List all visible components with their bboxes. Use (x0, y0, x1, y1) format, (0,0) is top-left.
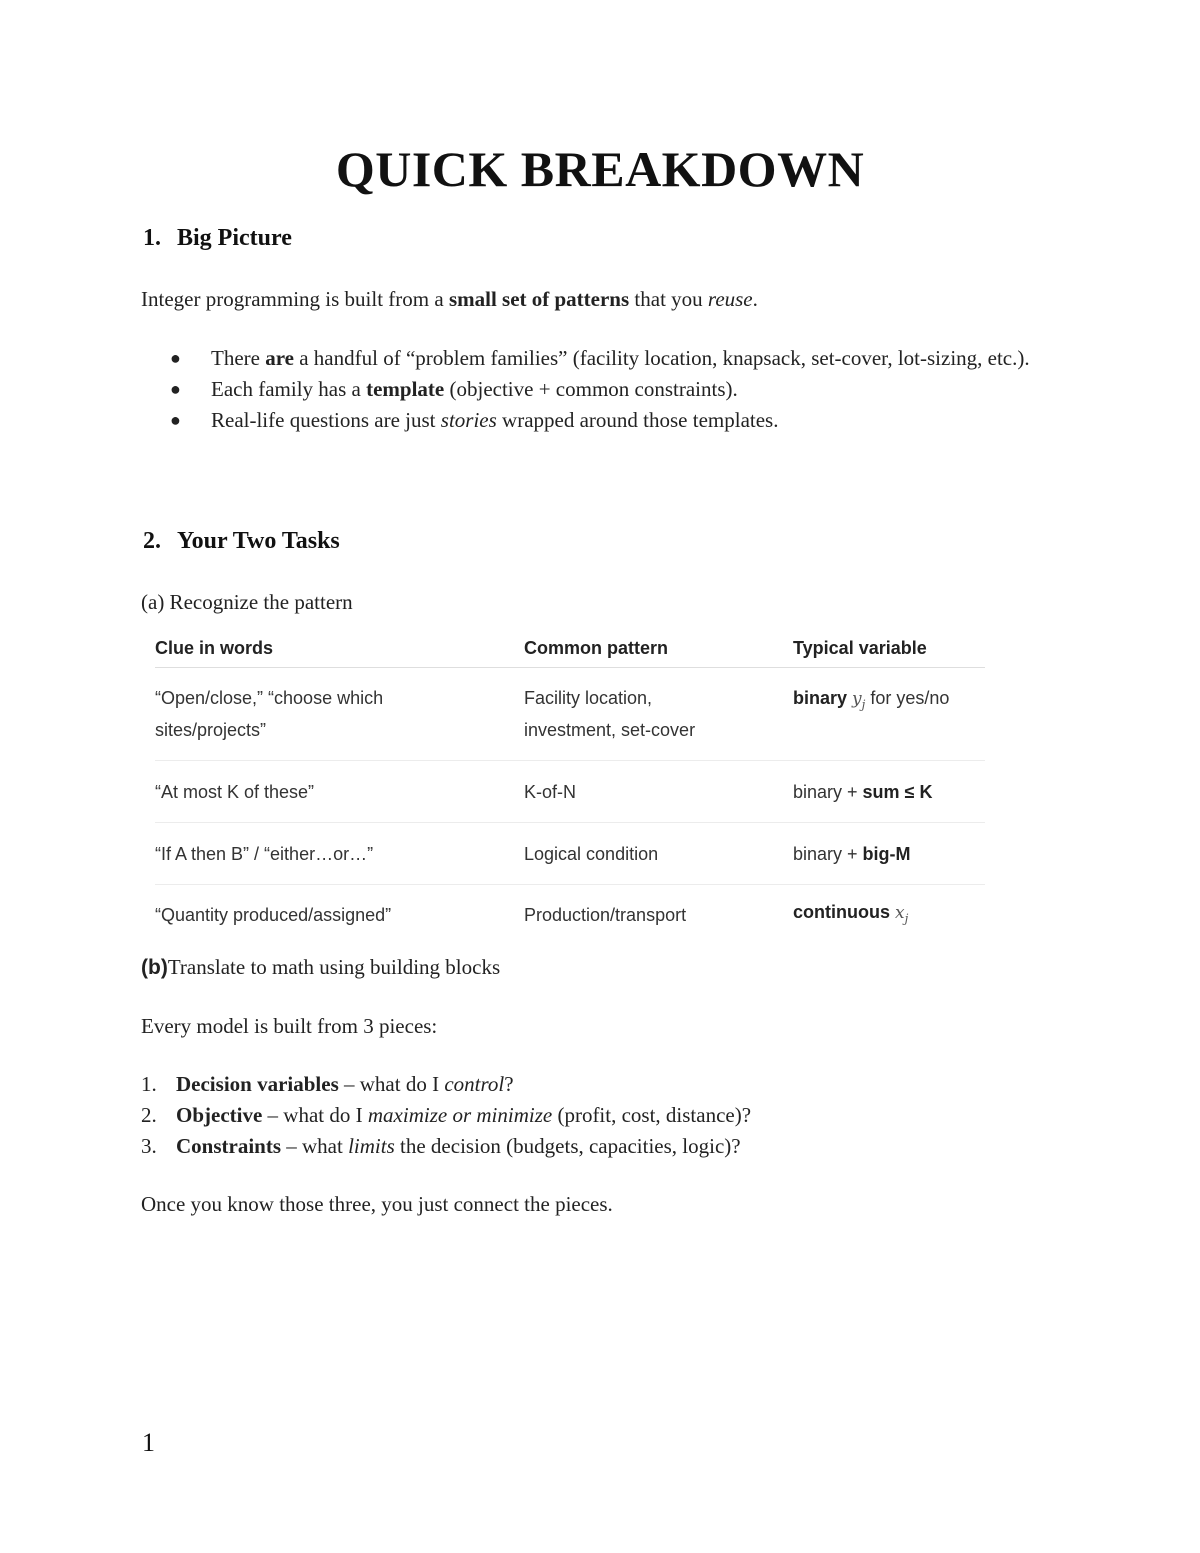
italic-text: limits (348, 1134, 395, 1158)
text: that you (629, 287, 708, 311)
subheading-a: (a) Recognize the pattern (141, 590, 353, 614)
bullet-icon: ● (170, 410, 181, 430)
text: Integer programming is built from a (141, 287, 449, 311)
table-header-row (155, 630, 985, 668)
text: Each family has a (211, 377, 367, 401)
italic-text: maximize or minimize (367, 1103, 553, 1127)
math-subscript: j (904, 911, 909, 926)
subheading-text: Translate to math using building blocks (167, 955, 501, 979)
bold-text: Objective (176, 1103, 263, 1127)
intro-paragraph (141, 287, 758, 312)
table-cell: “If A then B” / “either…or…” (155, 823, 524, 885)
bold-text: continuous (793, 901, 890, 922)
table-cell (793, 668, 985, 761)
bold-text: small set of patterns (448, 287, 630, 311)
italic-text: stories (440, 408, 497, 432)
table-row (155, 761, 985, 823)
bold-text: template (366, 377, 445, 401)
section-title: Big Picture (177, 225, 292, 251)
text: ? (504, 1072, 514, 1096)
bold-text: Decision variables (176, 1072, 339, 1096)
cell-text: “Open/close,” “choose which (155, 688, 384, 708)
italic-text: reuse (707, 287, 753, 311)
column-header-pattern: Common pattern (524, 630, 793, 668)
bullet-list (170, 343, 1030, 436)
list-item (141, 1100, 751, 1131)
table-row (155, 823, 985, 885)
section-number: 2. (143, 528, 161, 554)
text: – what do I (338, 1072, 445, 1096)
list-number: 2. (141, 1103, 157, 1127)
table-cell (793, 885, 985, 946)
list-number: 3. (141, 1134, 157, 1158)
math-variable (895, 902, 909, 926)
bullet-icon: ● (170, 379, 181, 399)
cell-text: investment, set-cover (524, 720, 696, 740)
table-cell (524, 668, 793, 761)
table-cell: “Quantity produced/assigned” (155, 905, 392, 925)
table-cell (793, 823, 985, 885)
cell-text: for yes/no (870, 688, 950, 708)
math-subscript: j (861, 697, 866, 712)
cell-text: sites/projects” (155, 720, 267, 740)
table-cell (155, 668, 524, 761)
text: wrapped around those templates. (496, 408, 779, 432)
table-cell: “At most K of these” (155, 761, 524, 823)
list-item (141, 1069, 751, 1100)
bold-text: are (265, 346, 294, 370)
cell-text: binary + (793, 781, 863, 802)
section-heading-big-picture (143, 225, 292, 252)
text: a handful of “problem families” (facility location, knapsack, set-cover, lot-sizing, etc.). (293, 346, 1030, 370)
table-cell: Logical condition (524, 823, 793, 885)
list-item (141, 1131, 751, 1162)
section-number: 1. (143, 225, 161, 251)
list-item (170, 374, 1030, 405)
text: – what do I (262, 1103, 368, 1127)
cell-text: Facility location, (524, 688, 653, 708)
text: (objective + common constraints). (444, 377, 738, 401)
text: Real-life questions are just (211, 408, 441, 432)
pieces-intro: Every model is built from 3 pieces: (141, 1014, 438, 1038)
list-number: 1. (141, 1072, 157, 1096)
pattern-table (155, 630, 985, 945)
table-row (155, 668, 985, 761)
text: There (211, 346, 266, 370)
bold-text: Constraints (176, 1134, 282, 1158)
bullet-icon: ● (170, 348, 181, 368)
text: . (752, 287, 758, 311)
column-header-clue: Clue in words (155, 630, 524, 668)
math-symbol: x (895, 902, 905, 923)
list-item (170, 343, 1030, 374)
section-title: Your Two Tasks (177, 528, 340, 554)
text: – what (281, 1134, 349, 1158)
closing-paragraph: Once you know those three, you just connect the pieces. (141, 1192, 613, 1216)
table-cell: K-of-N (524, 761, 793, 823)
section-heading-two-tasks (143, 528, 340, 555)
text: the decision (budgets, capacities, logic)? (394, 1134, 741, 1158)
subheading-b (141, 955, 500, 980)
math-variable (852, 689, 866, 712)
table-cell (793, 761, 985, 823)
subheading-label: (b) (141, 956, 168, 979)
page-number: 1 (142, 1428, 155, 1457)
table-row (155, 885, 985, 946)
column-header-variable: Typical variable (793, 630, 985, 668)
list-item (170, 405, 1030, 436)
bold-text: sum ≤ K (862, 781, 933, 802)
table-cell: Production/transport (524, 905, 687, 925)
cell-text: binary + (793, 843, 863, 864)
bold-text: binary (793, 688, 848, 708)
numbered-list (141, 1069, 751, 1162)
bold-text: big-M (862, 843, 911, 864)
math-symbol: y (852, 689, 862, 709)
text: (profit, cost, distance)? (552, 1103, 752, 1127)
page-title: QUICK BREAKDOWN (335, 141, 865, 197)
italic-text: control (444, 1072, 505, 1096)
